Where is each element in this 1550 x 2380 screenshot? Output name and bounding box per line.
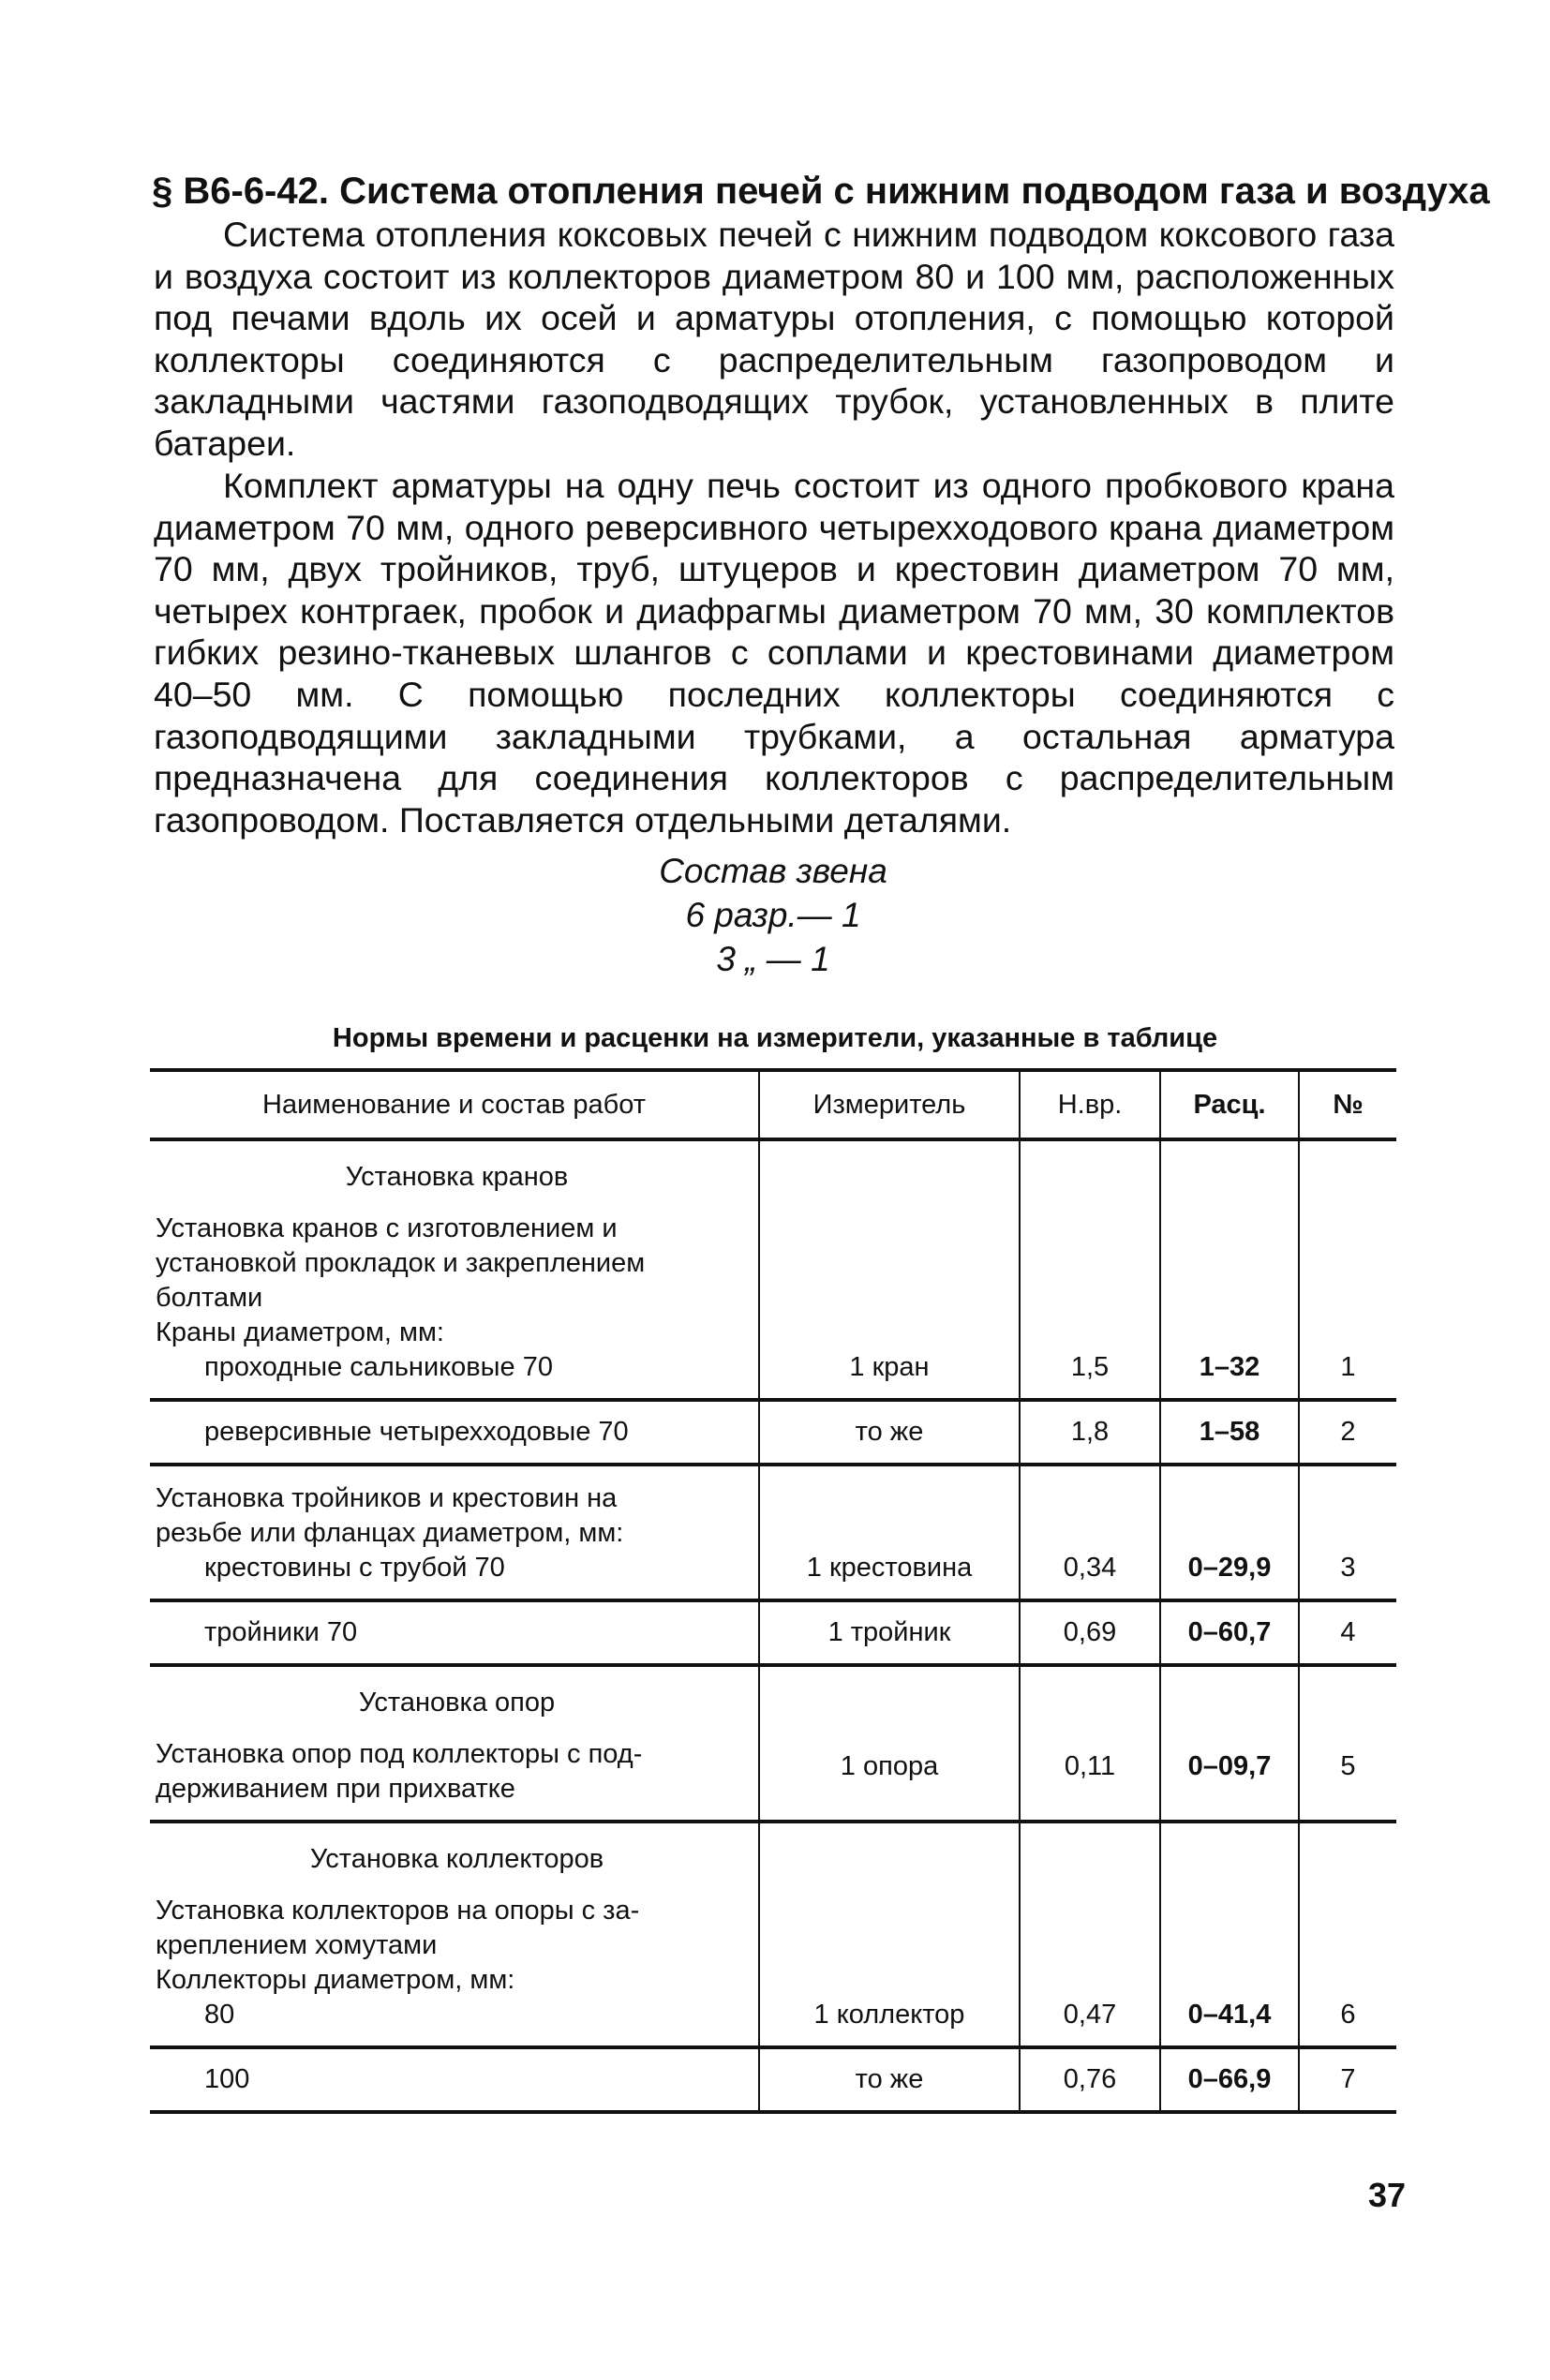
row-name-cell [150, 2047, 759, 2112]
rate-cell: 1–58 [1160, 1400, 1299, 1465]
table-header-row [150, 1070, 1396, 1139]
table-row [150, 1139, 1396, 1400]
row-name-cell [150, 1822, 759, 2047]
work-description: держиванием при прихватке [156, 1774, 515, 1804]
section-title-cranes: Установка кранов [345, 1162, 569, 1192]
work-description: креплением хомутами [156, 1930, 438, 1960]
paragraph-system-description: Система отопления коксовых печей с нижним подводом коксового газа и воздуха состоит из коллекторов диаметром 80 и 100 мм, расположенных под печами вдоль их осей и арматуры отопления, с помощью которой коллекторы соединяются с распределительным газопроводом и закладными частями газоподводящих трубок, установленных в плите батареи. [154, 215, 1394, 463]
section-heading: § В6-6-42. Система отопления печей с нижним подводом газа и воздуха [152, 171, 1490, 212]
work-description: Установка кранов с изготовлением и [156, 1213, 618, 1243]
table-row [150, 1465, 1396, 1600]
header-number: № [1299, 1070, 1396, 1139]
item-name: 80 [204, 2000, 235, 2030]
subheading: Краны диаметром, мм: [156, 1317, 444, 1347]
meter-cell: 1 кран [759, 1139, 1020, 1400]
header-rate: Расц. [1160, 1070, 1299, 1139]
item-name: тройники 70 [204, 1617, 358, 1647]
work-description: Установка тройников и крестовин на [156, 1483, 618, 1513]
norm-cell: 0,76 [1020, 2047, 1160, 2112]
norm-cell: 0,69 [1020, 1600, 1160, 1665]
table-row [150, 1600, 1396, 1665]
row-name-cell [150, 1665, 759, 1822]
row-name-cell [150, 1139, 759, 1400]
number-cell: 1 [1299, 1139, 1396, 1400]
norm-cell: 1,5 [1020, 1139, 1160, 1400]
table-row [150, 2047, 1396, 2112]
work-description: установкой прокладок и закреплением [156, 1248, 646, 1278]
item-name: реверсивные четырехходовые 70 [204, 1417, 629, 1447]
item-name: крестовины с трубой 70 [204, 1553, 505, 1583]
work-description: болтами [156, 1283, 263, 1313]
meter-cell: то же [759, 2047, 1020, 2112]
work-description: Установка опор под коллекторы с под- [156, 1739, 643, 1769]
work-description: резьбе или фланцах диаметром, мм: [156, 1518, 624, 1548]
section-title-collectors: Установка коллекторов [309, 1844, 604, 1874]
item-name: 100 [204, 2064, 250, 2094]
number-cell: 3 [1299, 1465, 1396, 1600]
number-cell: 4 [1299, 1600, 1396, 1665]
subheading: Коллекторы диаметром, мм: [156, 1965, 515, 1995]
header-meter: Измеритель [759, 1070, 1020, 1139]
norm-cell: 0,11 [1020, 1665, 1160, 1822]
rate-cell: 0–66,9 [1160, 2047, 1299, 2112]
crew-line-grade-6: 6 разр.— 1 [685, 896, 861, 934]
number-cell: 2 [1299, 1400, 1396, 1465]
table-caption: Нормы времени и расценки на измерители, указанные в таблице [332, 1023, 1218, 1053]
norm-cell: 0,34 [1020, 1465, 1160, 1600]
page-number: 37 [1367, 2176, 1406, 2214]
meter-cell: 1 опора [759, 1665, 1020, 1822]
table-row [150, 1400, 1396, 1465]
number-cell: 5 [1299, 1665, 1396, 1822]
crew-line-grade-3: 3 „ — 1 [716, 940, 830, 978]
number-cell: 6 [1299, 1822, 1396, 2047]
rate-cell: 0–09,7 [1160, 1665, 1299, 1822]
row-name-cell [150, 1600, 759, 1665]
norms-table [150, 1068, 1396, 2114]
number-cell: 7 [1299, 2047, 1396, 2112]
rate-cell: 0–29,9 [1160, 1465, 1299, 1600]
rate-cell: 0–60,7 [1160, 1600, 1299, 1665]
rate-cell: 1–32 [1160, 1139, 1299, 1400]
section-title-supports: Установка опор [358, 1688, 556, 1718]
paragraph-fittings-set: Комплект арматуры на одну печь состоит из одного пробкового крана диаметром 70 мм, одного реверсивного четырехходового крана диаметром 70 мм, двух тройников, труб, штуцеров и крестовин диаметром 70 мм, четырех контргаек, пробок и диафрагмы диаметром 70 мм, 30 комплектов гибких резино-тканевых шлангов с соплами и крестовинами диаметром 40–50 мм. С помощью последних коллекторы соединяются с газоподводящими закладными трубками, а остальная арматура предназначена для соединения коллекторов с распределительным газопроводом. Поставляется отдельными деталями. [154, 466, 1394, 840]
norm-cell: 1,8 [1020, 1400, 1160, 1465]
header-norm: Н.вр. [1020, 1070, 1160, 1139]
meter-cell: 1 коллектор [759, 1822, 1020, 2047]
meter-cell: 1 тройник [759, 1600, 1020, 1665]
meter-cell: то же [759, 1400, 1020, 1465]
header-name: Наименование и состав работ [150, 1070, 759, 1139]
table-row [150, 1822, 1396, 2047]
item-name: проходные сальниковые 70 [204, 1352, 553, 1382]
row-name-cell [150, 1400, 759, 1465]
crew-title: Состав звена [659, 852, 887, 890]
table-row [150, 1665, 1396, 1822]
row-name-cell [150, 1465, 759, 1600]
work-description: Установка коллекторов на опоры с за- [156, 1896, 640, 1926]
rate-cell: 0–41,4 [1160, 1822, 1299, 2047]
meter-cell: 1 крестовина [759, 1465, 1020, 1600]
norm-cell: 0,47 [1020, 1822, 1160, 2047]
